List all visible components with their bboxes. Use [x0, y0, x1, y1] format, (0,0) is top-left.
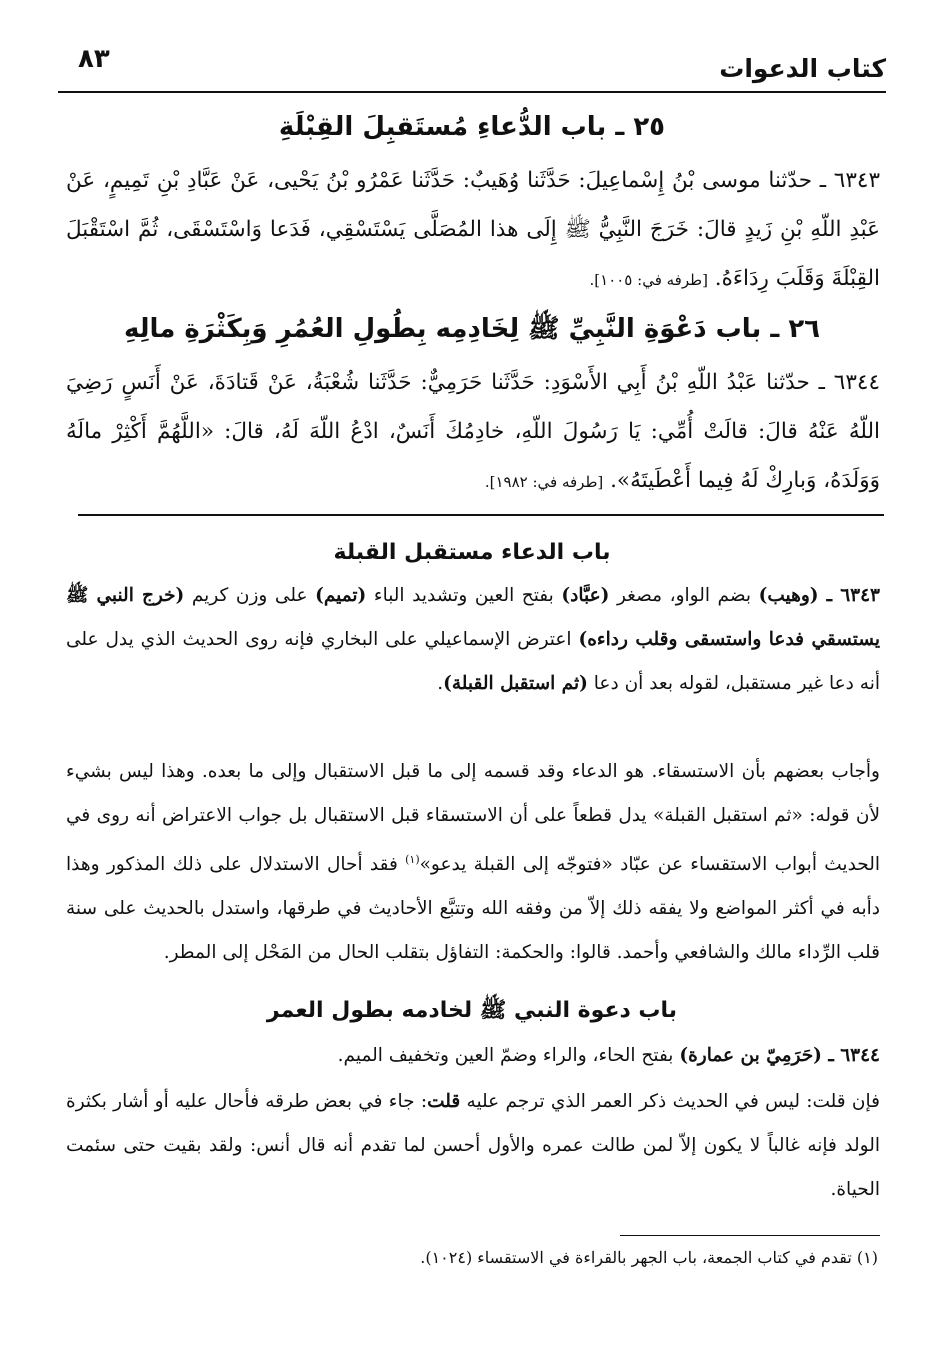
- footnote-marker: (١): [405, 853, 420, 866]
- commentary-text: فإن قلت: ليس في الحديث ذكر العمر الذي ترجم عليه: [460, 1091, 880, 1112]
- commentary-heading-2: باب دعوة النبي ﷺ لخادمه بطول العمر: [266, 998, 678, 1023]
- commentary-term: (تميم): [315, 585, 367, 606]
- commentary-term: قلت: [427, 1091, 461, 1112]
- hadith-6343-text: ٦٣٤٣ ـ حدّثنا موسى بْنُ إِسْماعِيلَ: حَدَّثَنا وُهَيبٌ: حَدَّثَنا عَمْرُو بْنُ يَحْيى، عَنْ عَبَّادِ بْنِ تَمِيمٍ، عَنْ عَبْدِ اللّهِ بْنِ زَيدٍ قالَ: خَرَجَ النَّبِيُّ ﷺ إِلَى هذا المُصَلَّى يَسْتَسْقِي، فَدَعا وَاسْتَسْقَى، ثُمَّ اسْتَقْبَلَ القِبْلَةَ وَقَلَبَ رِدَاءَهُ.: [66, 168, 880, 291]
- commentary-term: (عبَّاد): [561, 585, 610, 606]
- commentary-term: (وهيب): [758, 585, 819, 606]
- commentary-number: ٦٣٤٣ ـ: [818, 585, 880, 606]
- commentary-text: اعترض الإسماعيلي على البخاري فإنه روى الحديث الذي يدل على أنه دعا غير مستقبل، لقوله بعد أن دعا: [66, 629, 880, 694]
- footnote-divider: [620, 1235, 880, 1236]
- commentary-6343: [66, 574, 880, 706]
- hadith-6343-ref: [طرفه في: ١٠٠٥].: [589, 271, 708, 289]
- commentary-term: (ثم استقبل القبلة): [443, 673, 588, 694]
- commentary-number: ٦٣٤٤ ـ: [821, 1045, 880, 1066]
- commentary-text: .: [437, 673, 444, 694]
- page-number: ٨٣: [78, 44, 110, 74]
- commentary-text: بفتح العين وتشديد الباء: [366, 585, 562, 606]
- page-header: [78, 44, 886, 88]
- commentary-6343-continued: [66, 750, 880, 975]
- commentary-6344: [66, 1034, 880, 1078]
- commentary-text: : جاء في بعض طرقه فأحال عليه أو أشار بكثرة الولد فإنه غالباً لا يكون إلاّ لمن طالت عمره والأول أحسن لما تقدم أنه قال أنس: ولقد بقيت حتى سئمت الحياة.: [66, 1091, 880, 1200]
- header-divider: [58, 91, 886, 93]
- chapter-26-heading: ٢٦ ـ باب دَعْوَةِ النَّبِيِّ ﷺ لِخَادِمِه بِطُولِ العُمُرِ وَبِكَثْرَةِ مالِهِ: [123, 314, 821, 344]
- commentary-heading-1: باب الدعاء مستقبل القبلة: [333, 540, 611, 565]
- hadith-6344-text: ٦٣٤٤ ـ حدّثنا عَبْدُ اللّهِ بْنُ أَبِي الأَسْوَدِ: حَدَّثَنا حَرَمِيٌّ: حَدَّثَنا شُعْبَةُ، عَنْ قَتادَةَ، عَنْ أَنَسٍ رَضِيَ اللّهُ عَنْهُ قالَ: قالَتْ أُمِّي: يَا رَسُولَ اللّهِ، خادِمُكَ أَنَسٌ، ادْعُ اللّهَ لَهُ، قالَ: «اللَّهُمَّ أَكْثِرْ مالَهُ وَوَلَدَهُ، وَبارِكْ لَهُ فِيما أَعْطَيتَهُ».: [66, 370, 880, 493]
- commentary-6344-continued: [66, 1080, 880, 1212]
- commentary-text: فقد أحال الاستدلال على ذلك المذكور وهذا دأبه في أكثر المواضع ولا يفقه ذلك إلاّ من وفقه الله وتتبَّع الأحاديث في طرقها، واستدل بالحديث على سنة قلب الرِّداء مالك والشافعي وأحمد. قالوا: والحكمة: التفاؤل بتقلب الحال من المَحْل إلى المطر.: [66, 854, 880, 964]
- commentary-text: بفتح الحاء، والراء وضمّ العين وتخفيف الميم.: [337, 1045, 680, 1066]
- commentary-text: بضم الواو، مصغر: [609, 585, 759, 606]
- hadith-6343: [66, 156, 880, 305]
- commentary-term: (حَرَمِيّ بن عمارة): [679, 1045, 822, 1066]
- commentary-text: على وزن كريم: [184, 585, 316, 606]
- hadith-6344-ref: [طرفه في: ١٩٨٢].: [484, 473, 604, 491]
- chapter-25-heading: ٢٥ ـ باب الدُّعاءِ مُستَقبِلَ القِبْلَةِ: [278, 112, 666, 142]
- commentary-text: وأجاب بعضهم بأن الاستسقاء. هو الدعاء وقد قسمه إلى ما قبل الاستقبال وإلى ما بعده. وهذا ليس بشيء لأن قوله: «ثم استقبل القبلة» يدل قطعاً على أن الاستسقاء قبل الاستقبال بل جواب الاعتراض أنه روى في الحديث أبواب الاستقساء عن عبّاد «فتوجّه إلى القبلة يدعو»: [66, 761, 880, 876]
- book-title: كتاب الدعوات: [719, 54, 886, 83]
- commentary-term: (خرج النبي ﷺ يستسقي فدعا واستسقى وقلب رداءه): [66, 585, 880, 650]
- hadith-6344: [66, 358, 880, 507]
- footnote-1: (١) تقدم في كتاب الجمعة، باب الجهر بالقراءة في الاستقساء (١٠٢٤).: [420, 1248, 878, 1267]
- text-commentary-divider: [78, 514, 884, 516]
